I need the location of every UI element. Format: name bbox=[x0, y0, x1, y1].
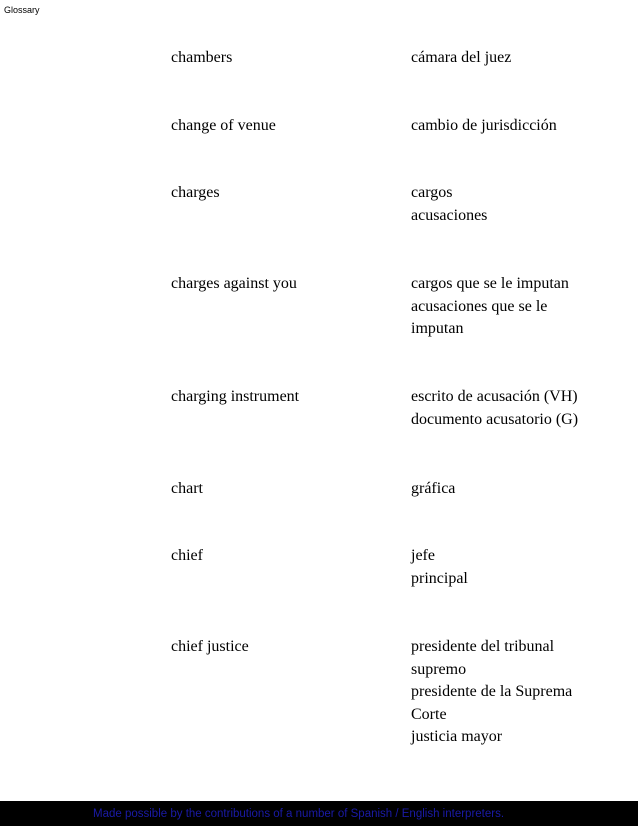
footer-bar bbox=[0, 801, 638, 826]
translation-line: acusaciones que se le bbox=[411, 297, 548, 315]
footer-credits: Made possible by the contributions of a number of Spanish / English interpreters. bbox=[93, 808, 505, 820]
translation-line: imputan bbox=[411, 320, 464, 337]
translation-line: principal bbox=[411, 569, 468, 587]
translation-line: cargos bbox=[411, 184, 453, 201]
entry-term: change of venue bbox=[171, 117, 276, 134]
entry-translations bbox=[411, 115, 631, 138]
translation-line: documento acusatorio (G) bbox=[411, 410, 579, 428]
translation-line: Corte bbox=[411, 705, 447, 723]
translation-line: justicia mayor bbox=[411, 728, 503, 745]
translation-line: presidente del tribunal bbox=[411, 638, 555, 655]
translation-line: supremo bbox=[411, 660, 467, 678]
entry-term: chief justice bbox=[171, 638, 249, 655]
translation-line: presidente de la Suprema bbox=[411, 683, 573, 700]
entry-translations bbox=[411, 273, 631, 341]
entry-translations bbox=[411, 386, 631, 431]
entry-term: chief bbox=[171, 547, 203, 564]
entry-term: chambers bbox=[171, 49, 233, 66]
entry-translations bbox=[411, 478, 631, 501]
entry-translations bbox=[411, 545, 631, 590]
entry-term: charges against you bbox=[171, 275, 297, 292]
entry-term: chart bbox=[171, 480, 203, 497]
translation-line: escrito de acusación (VH) bbox=[411, 388, 578, 405]
entry-term: charges bbox=[171, 184, 220, 201]
translation-line: cámara del juez bbox=[411, 49, 512, 66]
translation-line: jefe bbox=[411, 547, 435, 564]
entry-translations bbox=[411, 47, 631, 70]
entry-translations bbox=[411, 182, 631, 227]
translation-line: gráfica bbox=[411, 480, 456, 497]
translation-line: cargos que se le imputan bbox=[411, 275, 569, 292]
entry-translations bbox=[411, 636, 631, 749]
translation-line: cambio de jurisdicción bbox=[411, 117, 557, 134]
entry-term: charging instrument bbox=[171, 388, 300, 405]
page-header-title: Glossary bbox=[4, 5, 40, 15]
translation-line: acusaciones bbox=[411, 206, 488, 224]
